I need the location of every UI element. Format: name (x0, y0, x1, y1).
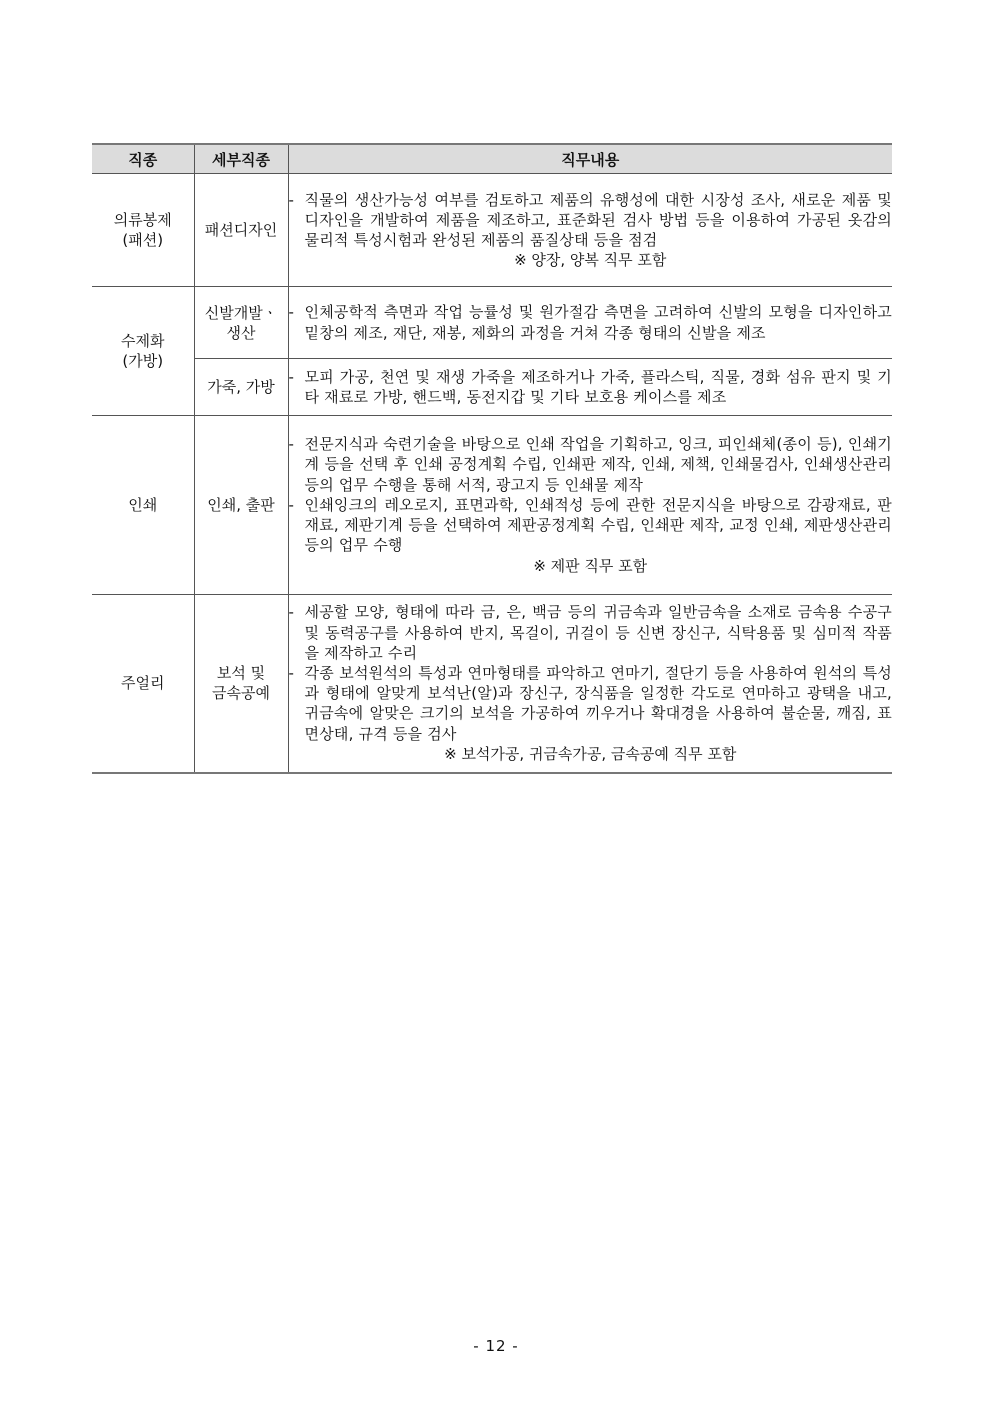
table-row (92, 359, 892, 416)
bullet-mark: - (288, 367, 294, 386)
duty-item (289, 495, 893, 556)
table-row (92, 595, 892, 773)
duties-cell (288, 287, 892, 359)
table-row (92, 174, 892, 287)
header-duties: 직무내용 (288, 144, 892, 174)
duty-item (289, 602, 893, 663)
bullet-mark: - (288, 664, 294, 683)
duty-item (289, 190, 893, 251)
job-description-table (92, 143, 892, 774)
subtype-cell: 보석 및 금속공예 (194, 595, 288, 773)
duty-text: 직물의 생산가능성 여부를 검토하고 제품의 유행성에 대한 시장성 조사, 새로운 제품 및 디자인을 개발하여 제품을 제조하고, 표준화된 검사 방법 등을 이용하여 가공된 옷감의 물리적 특성시험과 완성된 제품의 품질상태 등을 점검 (304, 190, 892, 249)
header-category: 직종 (92, 144, 194, 174)
duty-note: ※ 보석가공, 귀금속가공, 금속공예 직무 포함 (444, 744, 737, 763)
page-number: - 12 - (473, 1337, 519, 1355)
header-subtype: 세부직종 (194, 144, 288, 174)
duty-item (289, 434, 893, 495)
subtype-cell: 패션디자인 (194, 174, 288, 287)
subtype-cell: 신발개발ㆍ 생산 (194, 287, 288, 359)
duty-text: 전문지식과 숙련기술을 바탕으로 인쇄 작업을 기획하고, 잉크, 피인쇄체(종이 등), 인쇄기계 등을 선택 후 인쇄 공정계획 수립, 인쇄판 제작, 인쇄, 제책, 인쇄물검사, 인쇄생산관리 등의 업무 수행을 통해 서적, 광고지 등 인쇄물 제작 (304, 435, 892, 494)
duties-cell (288, 174, 892, 287)
duty-text: 각종 보석원석의 특성과 연마형태를 파악하고 연마기, 절단기 등을 사용하여 원석의 특성과 형태에 알맞게 보석난(알)과 장신구, 장식품을 일정한 각도로 연마하고 광택을 내고, 귀금속에 알맞은 크기의 보석을 가공하여 끼우거나 확대경을 사용하여 불순물, 깨짐, 표면상태, 규격 등을 검사 (304, 664, 892, 743)
duties-cell (288, 595, 892, 773)
duty-item (289, 302, 893, 342)
table-row (92, 416, 892, 595)
duty-text: 인체공학적 측면과 작업 능률성 및 원가절감 측면을 고려하여 신발의 모형을 디자인하고 밑창의 제조, 재단, 재봉, 제화의 과정을 거쳐 각종 형태의 신발을 제조 (304, 303, 892, 342)
bullet-mark: - (288, 303, 294, 322)
duty-text: 인쇄잉크의 레오로지, 표면과학, 인쇄적성 등에 관한 전문지식을 바탕으로 감광재료, 판 재료, 제판기계 등을 선택하여 제판공정계획 수립, 인쇄판 제작, 교정 인쇄, 제판생산관리 등의 업무 수행 (304, 495, 892, 555)
duty-item (289, 663, 893, 744)
table-row (92, 287, 892, 359)
duties-cell (288, 359, 892, 416)
duty-note: ※ 제판 직무 포함 (533, 556, 648, 575)
category-cell: 주얼리 (92, 595, 194, 773)
subtype-cell: 인쇄, 출판 (194, 416, 288, 595)
bullet-mark: - (288, 190, 294, 209)
duties-cell (288, 416, 892, 595)
bullet-mark: - (288, 495, 294, 514)
duty-item (289, 367, 893, 407)
duty-text: 세공할 모양, 형태에 따라 금, 은, 백금 등의 귀금속과 일반금속을 소재로 금속용 수공구 및 동력공구를 사용하여 반지, 목걸이, 귀걸이 등 신변 장신구, 식탁용품 및 심미적 작품을 제작하고 수리 (304, 603, 892, 662)
bullet-mark: - (288, 603, 294, 622)
category-cell: 의류봉제 (패션) (92, 174, 194, 287)
bullet-mark: - (288, 435, 294, 454)
table-header-row (92, 144, 892, 174)
category-cell: 수제화 (가방) (92, 287, 194, 416)
duty-text: 모피 가공, 천연 및 재생 가죽을 제조하거나 가죽, 플라스틱, 직물, 경화 섬유 판지 및 기타 재료로 가방, 핸드백, 동전지갑 및 기타 보호용 케이스를 제조 (304, 367, 892, 406)
subtype-cell: 가죽, 가방 (194, 359, 288, 416)
duty-note: ※ 양장, 양복 직무 포함 (514, 251, 667, 270)
category-cell: 인쇄 (92, 416, 194, 595)
